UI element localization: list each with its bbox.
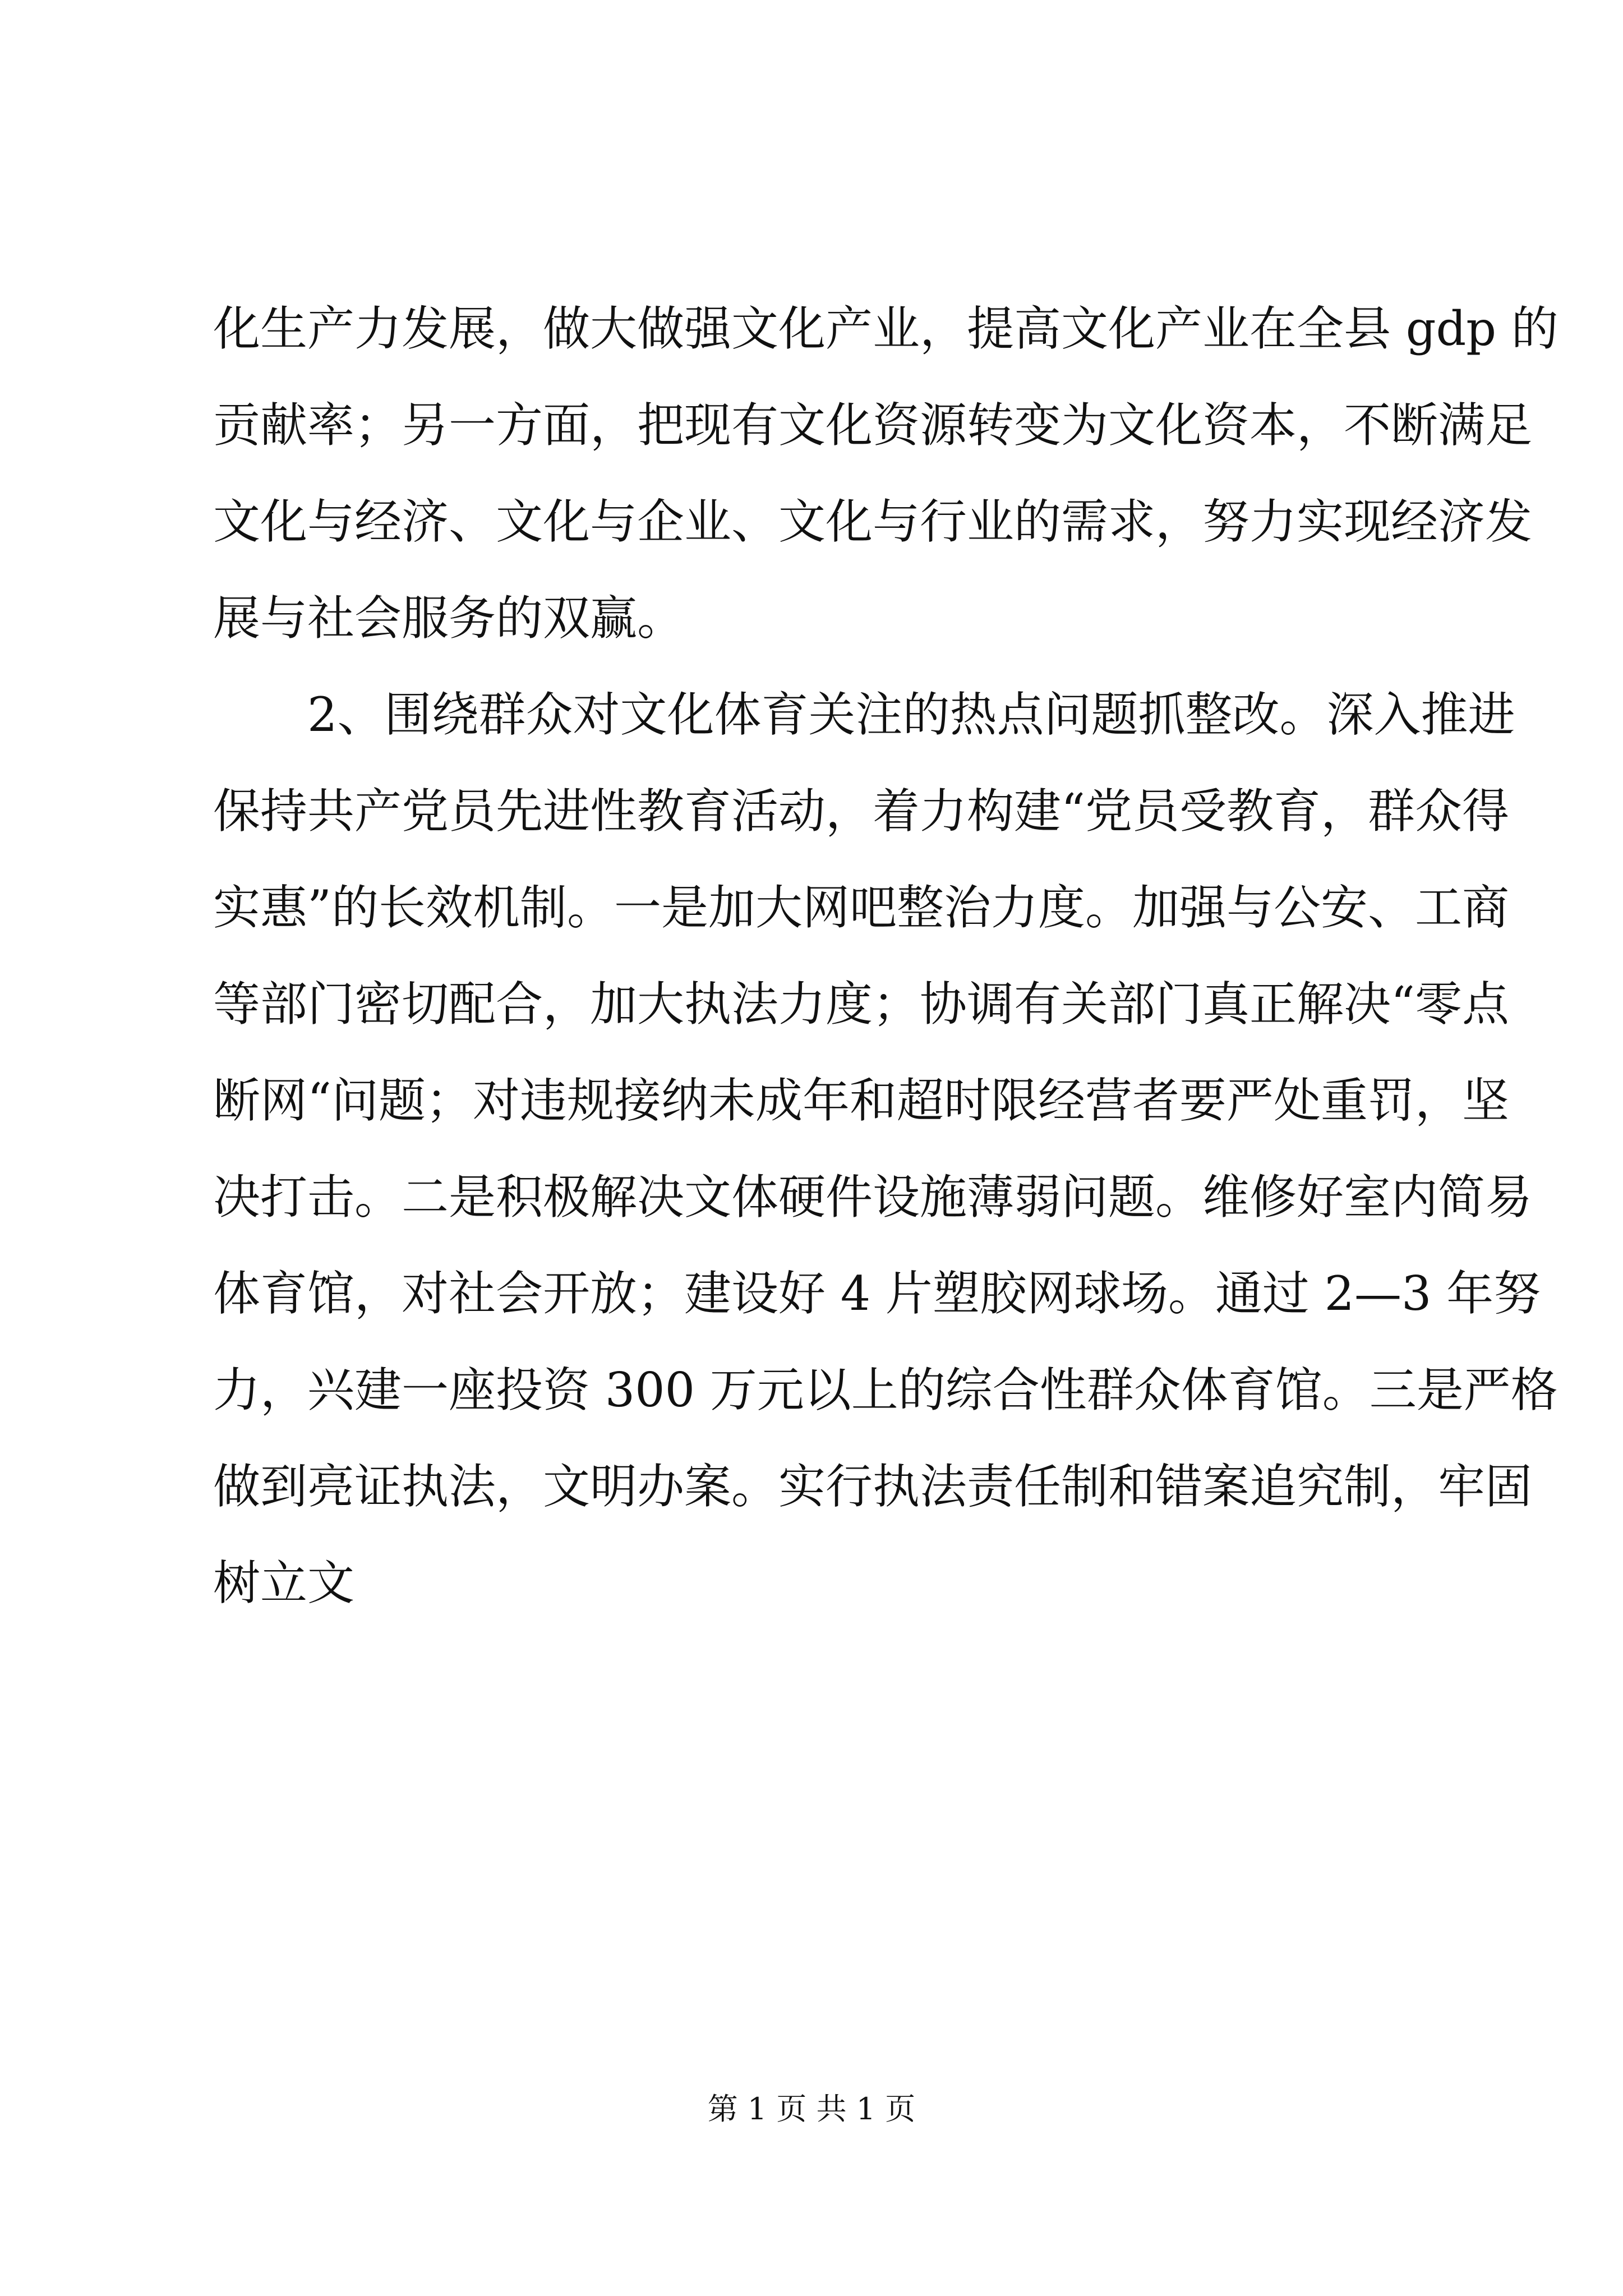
text-line: 保持共产党员先进性教育活动，着力构建“党员受教育，群众得 [213,784,1509,839]
text-line: 实惠”的长效机制。一是加大网吧整治力度。加强与公安、工商 [213,880,1509,935]
text-line: 体育馆，对社会开放；建设好 4 片塑胶网球场。通过 2—3 年努 [213,1266,1541,1321]
text-line: 做到亮证执法，文明办案。实行执法责任制和错案追究制，牢固 [213,1459,1533,1514]
document-body [213,280,1559,1631]
paragraph-2 [213,666,1558,1631]
text-line: 决打击。二是积极解决文体硬件设施薄弱问题。维修好室内简易 [213,1170,1533,1225]
page-footer [0,2087,1623,2132]
text-line: 断网“问题；对违规接纳未成年和超时限经营者要严处重罚，坚 [213,1073,1509,1128]
text-line: 2、围绕群众对文化体育关注的热点问题抓整改。深入推进 [307,687,1515,742]
page-number-label: 第 1 页 共 1 页 [707,2091,916,2127]
text-line: 化生产力发展，做大做强文化产业，提高文化产业在全县 gdp 的 [213,301,1559,356]
text-line: 力，兴建一座投资 300 万元以上的综合性群众体育馆。三是严格 [213,1363,1558,1418]
paragraph-1 [213,280,1559,666]
text-line: 展与社会服务的双赢。 [213,591,685,646]
text-line: 文化与经济、文化与企业、文化与行业的需求，努力实现经济发 [213,494,1533,549]
text-line: 树立文 [213,1556,355,1611]
text-line: 等部门密切配合，加大执法力度；协调有关部门真正解决“零点 [213,977,1509,1032]
text-line: 贡献率；另一方面，把现有文化资源转变为文化资本，不断满足 [213,398,1533,453]
